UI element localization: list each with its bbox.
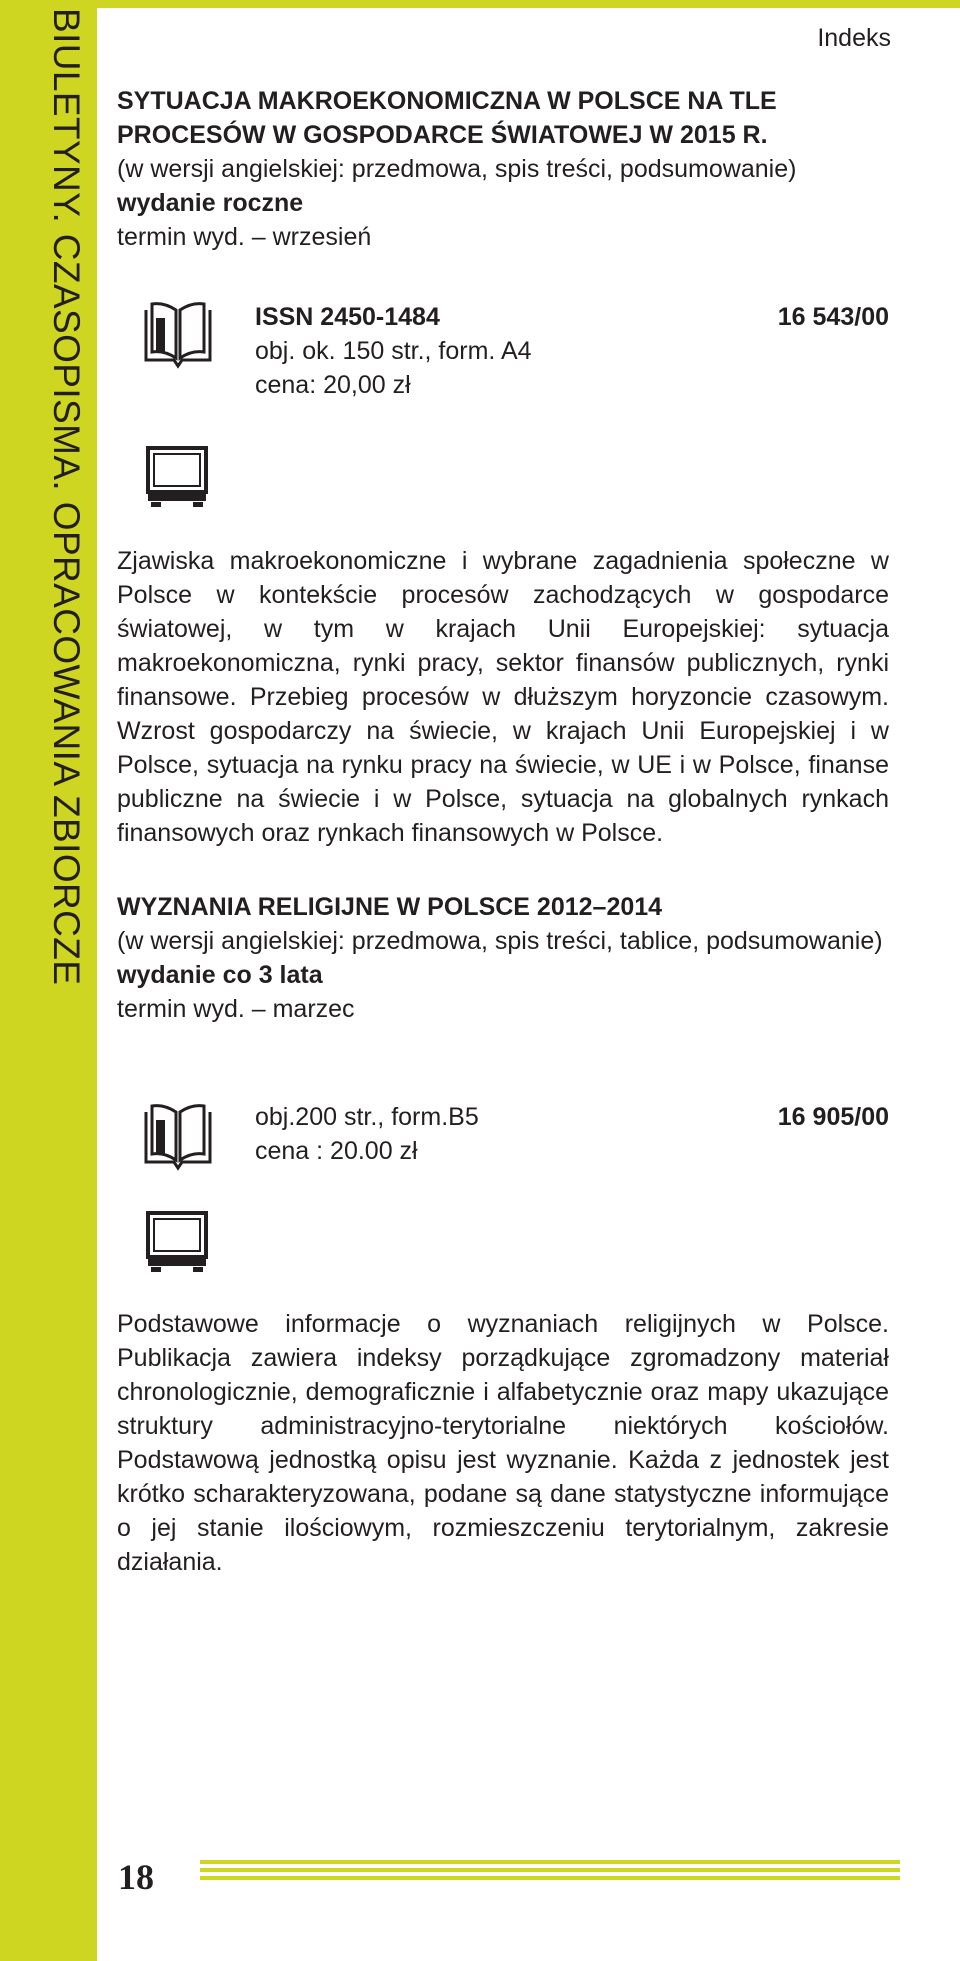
sidebar-band	[0, 0, 97, 1961]
top-accent-rule	[97, 0, 960, 8]
entry-2-description: Podstawowe informacje o wyznaniach religijnych w Polsce. Publikacja zawiera indeksy porządkujące zgromadzony materiał chronologicznie, demograficznie i alfabetycznie oraz mapy ukazujące struktury administracyjno-terytorialne niektórych kościołów. Podstawową jednostką opisu jest wyznanie. Każda z jednostek jest krótko scharakteryzowana, podane są dane statystyczne informujące o jej stanie ilościowym, rozmieszczeniu terytorialnym, zakresie działania.	[117, 1310, 889, 1576]
sidebar-title: BIULETYNY. CZASOPISMA. OPRACOWANIA ZBIORCZE	[46, 8, 87, 986]
section-label: Indeks	[817, 24, 891, 52]
entry-1-description: Zjawiska makroekonomiczne i wybrane zagadnienia społeczne w Polsce w kontekście procesów zachodzących w gospodarce światowej, w tym w krajach Unii Europejskiej: sytuacja makroekonomiczna, rynki pracy, sektor finansów publicznych, rynki finansowe. Przebieg procesów w dłuższym horyzoncie czasowym. Wzrost gospodarczy na świecie, w krajach Unii Europejskiej i w Polsce, sytuacja na rynku pracy na świecie, w UE i w Polsce, finanse publiczne na świecie i w Polsce, sytuacja na globalnych rynkach finansowych oraz rynkach finansowych w Polsce.	[117, 547, 889, 847]
entry-2-code: 16 905/00	[777, 1103, 889, 1131]
entry-2-title: WYZNANIA RELIGIJNE W POLSCE 2012–2014	[117, 893, 663, 921]
entry-2-format: obj.200 str., form.B5	[255, 1103, 479, 1131]
page-number: 18	[118, 1857, 154, 1897]
entry-2-release-term: termin wyd. – marzec	[117, 995, 355, 1023]
book-icon	[142, 1100, 214, 1172]
entry-1-title-line2: PROCESÓW W GOSPODARCE ŚWIATOWEJ W 2015 R.	[117, 121, 768, 149]
entry-2-frequency: wydanie co 3 lata	[117, 961, 323, 989]
entry-1-title-line1: SYTUACJA MAKROEKONOMICZNA W POLSCE NA TLE	[117, 87, 777, 115]
entry-1-language-note: (w wersji angielskiej: przedmowa, spis treści, podsumowanie)	[117, 155, 797, 183]
entry-1-meta	[255, 300, 889, 402]
entry-2-header	[117, 890, 889, 1026]
entry-1-code: 16 543/00	[777, 303, 889, 331]
computer-monitor-icon	[145, 1210, 209, 1274]
footer-rules	[200, 1860, 900, 1884]
entry-1-frequency: wydanie roczne	[117, 189, 304, 217]
entry-1-issn: ISSN 2450-1484	[255, 303, 440, 331]
entry-1-price: cena: 20,00 zł	[255, 371, 411, 399]
entry-2-language-note: (w wersji angielskiej: przedmowa, spis treści, tablice, podsumowanie)	[117, 927, 883, 955]
book-icon	[142, 298, 214, 370]
entry-2-price: cena : 20.00 zł	[255, 1137, 418, 1165]
computer-monitor-icon	[145, 445, 209, 509]
entry-1-release-term: termin wyd. – wrzesień	[117, 223, 372, 251]
entry-1-format: obj. ok. 150 str., form. A4	[255, 337, 532, 365]
entry-2-meta	[255, 1100, 889, 1168]
entry-1-header	[117, 84, 889, 254]
